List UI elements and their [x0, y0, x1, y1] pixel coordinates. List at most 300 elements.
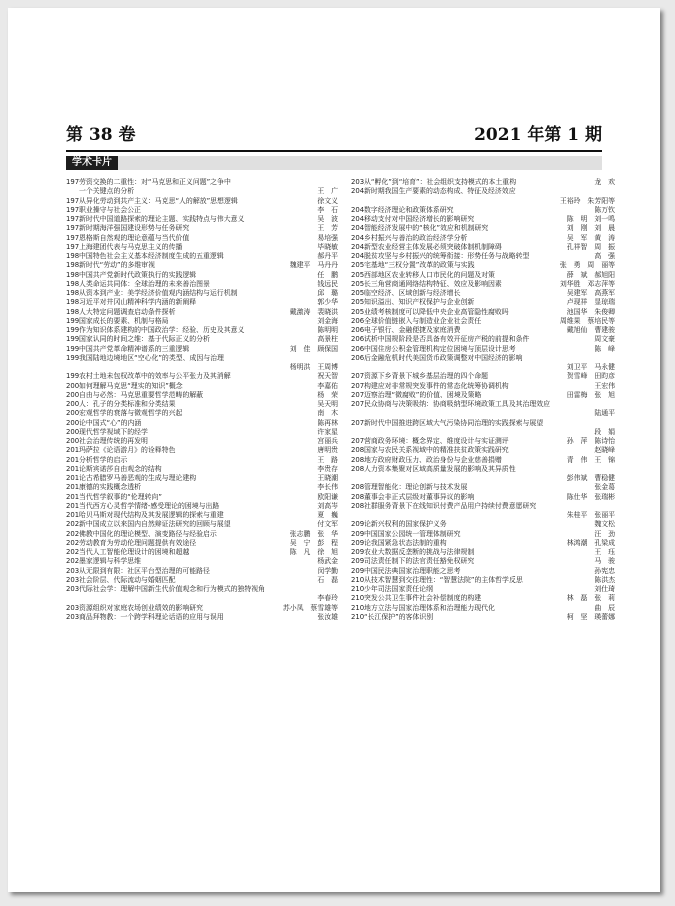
page-number: 208 — [351, 492, 365, 501]
page-number: 204 — [351, 233, 365, 242]
left-column — [66, 178, 338, 622]
article-title: 中国民法典国家治理职能之思考 — [364, 566, 461, 575]
toc-entry — [66, 576, 338, 585]
article-author: 张 勇 周 丽等 — [559, 261, 615, 270]
page-number: 207 — [351, 381, 365, 390]
page-number: 198 — [66, 252, 80, 260]
toc-entry — [351, 363, 615, 372]
article-author: 王 芳 — [317, 224, 338, 233]
page-number: 200 — [66, 427, 80, 436]
page-number: 200 — [66, 409, 80, 418]
article-title: 商品拜物教：一个跨学科理论话语的应用与误用 — [79, 612, 224, 621]
page-number: 204 — [351, 224, 365, 233]
page-number: 200 — [66, 437, 80, 445]
toc-entry — [351, 206, 615, 215]
article-title: 新时期我国生产要素的动态构成、特征及经济效应 — [364, 187, 516, 196]
article-title: 人：孔子的分类标准和分类结果 — [79, 400, 176, 408]
page-number: 210 — [351, 585, 365, 593]
page-number: 203 — [66, 603, 80, 612]
article-author: 李嘉佑 — [317, 381, 338, 390]
article-title: 代际社会学：理解中国新生代价值观念和行为模式的独特视角 — [79, 585, 266, 593]
toc-entry — [351, 465, 615, 474]
toc-entry — [351, 409, 615, 418]
page-number: 202 — [66, 548, 80, 556]
toc-entry — [66, 308, 338, 317]
article-author: 陈 凡 徐 旭 — [289, 548, 338, 556]
article-title: 玛萨拉《论语游月》的诠释特色 — [79, 446, 176, 455]
page-number: 200 — [66, 390, 80, 399]
article-author: 王 珏 — [594, 548, 615, 556]
article-author: 钱远民 — [317, 279, 338, 288]
page-number: 202 — [66, 520, 80, 529]
article-title: 智能经济发展中的“核化”效应和机制研究 — [364, 224, 489, 233]
article-author: 石 磊 — [317, 575, 338, 584]
page-number: 203 — [66, 575, 80, 584]
article-author: 张金葛 — [594, 483, 615, 492]
page-number: 208 — [351, 501, 365, 510]
toc-entry — [66, 224, 338, 233]
header-rule — [66, 150, 602, 152]
page-number: 200 — [66, 400, 80, 408]
article-title: 哈贝马斯对现代结构及其发展逻辑的探索与重建 — [79, 511, 224, 519]
article-title: 新时代“劳动”的多维审视 — [79, 261, 156, 270]
article-author: 夏 巍 — [317, 511, 338, 519]
toc-entry — [351, 326, 615, 335]
article-author: 陈洪杰 — [594, 575, 615, 584]
article-title: 中国国家公园统一管理体制研究 — [364, 529, 461, 538]
page-number: 204 — [351, 215, 365, 223]
article-author: 陈再林 — [317, 418, 338, 427]
page-number: 210 — [351, 575, 365, 584]
toc-entry — [351, 539, 615, 548]
article-title: 中国共产党新时代政策执行的实践逻辑 — [79, 270, 197, 279]
article-title: 地方政府财政压力、政治身份与企业慈善捐赠 — [364, 455, 502, 464]
article-title: 从无限到有限：社区平台型治理的可能路径 — [79, 566, 210, 575]
article-author: 林鸿潮 孔梁成 — [566, 538, 615, 547]
page-number: 201 — [66, 446, 80, 455]
article-title: 业绩考核制度可以降低中央企业高管隐性腐败吗 — [364, 307, 509, 316]
toc-entry — [351, 382, 615, 391]
page-number: 201 — [66, 511, 80, 519]
article-title: 论中国式“心”的内涵 — [79, 418, 142, 427]
page-number: 208 — [351, 464, 365, 473]
article-author: 杨 荣 — [317, 390, 338, 399]
article-author: 曲 辰 — [594, 603, 615, 612]
page-number: 198 — [66, 298, 80, 307]
article-title: 知识溢出、知识产权保护与企业创新 — [364, 298, 475, 307]
toc-entry — [66, 289, 338, 298]
page-number: 201 — [66, 483, 80, 492]
toc-entry — [66, 243, 338, 252]
toc-entry — [66, 474, 338, 483]
article-title: 长三角营商通网络结构特征、效应及影响因素 — [364, 279, 502, 288]
page-number: 205 — [351, 298, 365, 307]
article-author: 李 石 — [317, 205, 338, 214]
toc-entry — [351, 428, 615, 437]
article-author: 祝天智 — [317, 372, 338, 381]
article-title: 中国住房公积金管理机构定位困境与顶层设计思考 — [364, 344, 516, 353]
toc-entry — [66, 567, 338, 576]
article-title: 宅基地“三权分置”改革的政策与实践 — [364, 261, 475, 270]
article-title: 人大特定问题调查启动条件探析 — [79, 307, 176, 316]
toc-entry — [66, 280, 338, 289]
toc-entry — [66, 613, 338, 622]
article-author: 汪 劲 — [594, 529, 615, 538]
page-number: 205 — [351, 307, 365, 316]
article-title: 新时期海洋强国建设形势与任务研究 — [79, 224, 190, 233]
toc-entry — [66, 502, 338, 511]
article-author: 周文豪 — [594, 335, 615, 344]
article-author: 吴 宁 彭 程 — [289, 538, 338, 547]
page-number: 208 — [351, 455, 365, 464]
article-author: 段 娟 — [594, 427, 615, 436]
page-number: 198 — [66, 270, 80, 279]
page-number: 209 — [351, 538, 365, 547]
toc-entry — [66, 271, 338, 280]
article-author: 田雷梅 张 旭 — [566, 390, 615, 399]
toc-entry — [66, 197, 338, 206]
article-author: 宫丽兵 — [317, 437, 338, 445]
page-number: 208 — [351, 483, 365, 492]
page-number: 198 — [66, 279, 80, 288]
article-author: 许家星 — [317, 427, 338, 436]
article-author: 陈万钦 — [594, 205, 615, 214]
toc-entry — [66, 437, 338, 446]
page-number: 208 — [351, 446, 365, 455]
article-title: 分析哲学的启示 — [79, 455, 128, 464]
toc-entry — [351, 585, 615, 594]
page-number: 204 — [351, 205, 365, 214]
article-title: 上海建团代表与马克思主义的传播 — [79, 242, 183, 251]
article-title: 论新兴权利的国家保护义务 — [364, 520, 447, 529]
article-title: 从异化劳动到共产主义：马克思“人的解放”思想逻辑 — [79, 196, 238, 205]
article-title: 新型农业经营主体发展必须突破体制机制障碍 — [364, 242, 502, 251]
page-number: 197 — [66, 178, 80, 186]
toc-entry — [351, 280, 615, 289]
page-number: 210 — [351, 612, 365, 621]
toc-entry — [66, 363, 338, 372]
article-author: 朱桂平 张丽平 — [566, 511, 615, 519]
toc-entry — [351, 197, 615, 206]
toc-entry — [351, 271, 615, 280]
toc-entry — [66, 317, 338, 326]
journal-page — [8, 8, 660, 892]
toc-entry — [66, 539, 338, 548]
article-title: 一个关键点的分析 — [79, 187, 135, 196]
page-number: 201 — [66, 501, 80, 510]
toc-entry — [351, 391, 615, 400]
page-number: 197 — [66, 205, 80, 214]
section-bar — [66, 156, 602, 170]
toc-entry — [66, 298, 338, 307]
toc-entry — [66, 234, 338, 243]
page-number: 209 — [351, 557, 365, 566]
article-author: 孙 萍 陈诗怡 — [566, 437, 615, 445]
page-number: 198 — [66, 307, 80, 316]
article-title: 司法责任制下的法官责任豁免权研究 — [364, 557, 475, 566]
article-author: 刘卫平 马永健 — [566, 363, 615, 371]
article-title: 社会治理传统的再发明 — [79, 437, 148, 445]
article-author: 郭少华 — [317, 298, 338, 307]
toc-entry — [351, 252, 615, 261]
page-number: 202 — [66, 538, 80, 547]
toc-entry — [66, 206, 338, 215]
article-author: 孙宪忠 — [594, 566, 615, 575]
page-number: 200 — [66, 418, 80, 427]
page-number: 203 — [66, 585, 80, 593]
article-author: 张汝雄 — [317, 612, 338, 621]
toc-entry — [66, 520, 338, 529]
article-title: 论斯宾诺莎自由观念的结构 — [79, 464, 162, 473]
toc-entry — [351, 419, 615, 428]
toc-entry — [351, 567, 615, 576]
toc-entry — [351, 345, 615, 354]
page-number: 203 — [351, 178, 365, 186]
page-number: 204 — [351, 187, 365, 196]
article-author: 陈 明 刘一鸣 — [566, 215, 615, 223]
article-title: 突发公共卫生事件社会补偿制度的构建 — [364, 594, 482, 603]
article-author: 郝丹平 — [317, 252, 338, 260]
toc-entry — [66, 456, 338, 465]
article-title: 迈察治理“微腐败”的价值、困境及策略 — [364, 390, 482, 399]
toc-entry — [66, 446, 338, 455]
toc-entry — [351, 456, 615, 465]
page-number: 205 — [351, 279, 365, 288]
page-number: 199 — [66, 372, 80, 381]
article-author: 付文军 — [317, 520, 338, 529]
toc-entry — [351, 511, 615, 520]
toc-entry — [66, 493, 338, 502]
article-author: 王 路 — [317, 455, 338, 464]
issue-label: 2021 年第 1 期 — [474, 125, 602, 145]
toc-entry — [66, 419, 338, 428]
article-title: 当代人工智能伦理设计的困境和超越 — [79, 548, 190, 556]
article-author: 魏文松 — [594, 520, 615, 529]
page-number: 205 — [351, 289, 365, 297]
toc-entry — [351, 493, 615, 502]
toc-entry — [351, 502, 615, 511]
article-author: 高 强 — [594, 252, 615, 260]
article-author: 南 木 — [317, 409, 338, 418]
article-title: 构建应对非常规突发事件的常态化统筹协调机构 — [364, 381, 509, 390]
article-title: 董事会非正式层级对董事异议的影响 — [364, 492, 475, 501]
article-author: 王晓潮 — [317, 474, 338, 482]
page-number: 202 — [66, 557, 80, 566]
article-title: 新时代中国推进跨区域大气污染协同治理的实践探索与展望 — [364, 418, 544, 427]
page-number: 206 — [351, 335, 365, 344]
article-author: 杨明洪 王周博 — [289, 363, 338, 371]
toc-entry — [66, 465, 338, 474]
toc-entry — [66, 252, 338, 261]
article-author: 李贵存 — [317, 464, 338, 473]
article-title: 从资本到产业：美学经济价值观内涵结构与运行机制 — [79, 289, 238, 297]
toc-entry — [66, 372, 338, 381]
toc-entry — [66, 594, 338, 603]
toc-entry — [351, 613, 615, 622]
page-number: 210 — [351, 603, 365, 612]
page-number: 210 — [351, 594, 365, 603]
article-title: 社会阶层、代际流动与婚姻匹配 — [79, 575, 176, 584]
page-number: 199 — [66, 344, 80, 353]
page-number: 207 — [351, 390, 365, 399]
article-title: 农村土地未包权改革中的效率与公平张力及其消解 — [79, 372, 231, 381]
article-author: 陈仕华 张瑞彬 — [566, 492, 615, 501]
article-title: 现代哲学视域下的经学 — [79, 427, 148, 436]
toc-entry — [66, 428, 338, 437]
toc-entry — [66, 409, 338, 418]
page-number: 206 — [351, 344, 365, 353]
toc-entry — [66, 215, 338, 224]
article-author: 刘 佳 顾保国 — [289, 344, 338, 353]
article-title: 国家与农民关系视域中的精准扶贫政策实践研究 — [364, 446, 509, 455]
page-number: 199 — [66, 353, 80, 362]
page-number: 201 — [66, 464, 80, 473]
article-author: 吴天明 — [317, 400, 338, 408]
article-title: 习近平对井冈山精神科学内涵的新阐释 — [79, 298, 197, 307]
article-author: 徐文义 — [317, 196, 338, 205]
page-number: 198 — [66, 261, 80, 270]
article-author: 陈明明 — [317, 326, 338, 334]
toc-entry — [66, 548, 338, 557]
article-title: 国家成长的要素、机制与格局 — [79, 316, 169, 325]
article-author: 刘仕琦 — [594, 585, 615, 593]
article-author: 刘高岑 — [317, 501, 338, 510]
article-author: 欧阳谦 — [317, 492, 338, 501]
article-author: 刘金海 — [317, 316, 338, 325]
article-title: 劳资交换的二重性：对“马克思和正义问题”之争中 — [79, 178, 231, 186]
article-author: 青 伟 王 锦 — [566, 455, 615, 464]
article-author: 王宏伟 — [594, 381, 615, 390]
page-number: 202 — [66, 529, 80, 538]
page-number: 200 — [66, 381, 80, 390]
article-title: 全球价值链嵌入与制造业企业社会责任 — [364, 316, 482, 325]
article-title: 我国陆地边境地区“空心化”的类型、成因与治理 — [79, 353, 224, 362]
page-number: 197 — [66, 196, 80, 205]
article-title: 国家认同的时间之维：基于代际正义的分析 — [79, 335, 210, 344]
article-title: 中国共产党革命精神谱系的三重逻辑 — [79, 344, 190, 353]
article-title: 临空经济、区域创新与经济增长 — [364, 289, 461, 297]
page-number: 207 — [351, 418, 365, 427]
article-title: 康德的实践概念透析 — [79, 483, 142, 492]
toc-entry — [66, 261, 338, 270]
toc-entry — [351, 594, 615, 603]
page-number: 207 — [351, 400, 365, 408]
article-author: 唐明贵 — [317, 446, 338, 455]
toc-entry — [351, 317, 615, 326]
toc-entry — [351, 400, 615, 409]
article-title: 宏观哲学的衰落与微观哲学的兴起 — [79, 409, 183, 418]
page-number: 199 — [66, 326, 80, 334]
article-author: 刘 刚 刘 晨 — [566, 224, 615, 233]
article-title: 如何理解马克思“理实的知识”概念 — [79, 381, 183, 390]
page-number: 203 — [66, 566, 80, 575]
article-author: 彭伟斌 曹稳健 — [566, 474, 615, 482]
article-author: 龙 欢 — [594, 178, 615, 186]
article-author: 贺雪峰 田昀彦 — [566, 372, 615, 381]
toc-entry — [351, 298, 615, 307]
page-number: 197 — [66, 215, 80, 223]
toc-entry — [351, 289, 615, 298]
article-author: 毕晓敏 — [317, 242, 338, 251]
article-author: 魏建平 马丹丹 — [289, 261, 338, 270]
article-title: 农业大数据反垄断的挑战与法律规制 — [364, 548, 475, 556]
toc-entry — [351, 308, 615, 317]
right-column — [351, 178, 615, 622]
article-author: 吴建军 高燕军 — [566, 289, 615, 297]
page-number: 206 — [351, 316, 365, 325]
page-number: 207 — [351, 372, 365, 381]
toc-entry — [351, 446, 615, 455]
toc-entry — [66, 400, 338, 409]
article-author: 邱 璐 — [317, 289, 338, 297]
article-author: 张志鹏 张 华 — [289, 529, 338, 538]
toc-entry — [66, 382, 338, 391]
article-title: 自由与必然：马克思重要哲学范畴的解蔽 — [79, 390, 204, 399]
page-number: 204 — [351, 242, 365, 251]
page-header — [66, 120, 602, 150]
article-author: 易培强 — [317, 233, 338, 242]
article-author: 柯 坚 瑛蕾娜 — [566, 612, 615, 621]
toc-entry — [351, 234, 615, 243]
article-author: 周维果 蔡培民等 — [559, 316, 615, 325]
article-title: 资源组织对家庭农场创业绩效的影响研究 — [79, 603, 204, 612]
toc-entry — [351, 335, 615, 344]
toc-entry — [351, 354, 615, 363]
article-title: 地方立法与国家治理体系和治理能力现代化 — [364, 603, 495, 612]
toc-entry — [351, 178, 615, 187]
article-author: 王 广 — [317, 187, 338, 196]
article-title: 当代西方心灵哲学情绪-感受理论的困境与出路 — [79, 501, 220, 510]
volume-label: 第 38 卷 — [66, 125, 136, 145]
article-title: 墨家逻辑与科学思维 — [79, 557, 142, 566]
page-number: 197 — [66, 224, 80, 233]
toc-entry — [66, 391, 338, 400]
toc-entry — [351, 187, 615, 196]
toc-entry — [351, 474, 615, 483]
article-title: 人类命运共同体：全球治理的未来善治图景 — [79, 279, 210, 288]
article-author: 戴激涛 裴晓洪 — [289, 307, 338, 316]
toc-entry — [66, 178, 338, 187]
article-title: 数字经济理论和政策体系研究 — [364, 205, 454, 214]
article-title: 劳动教育为劳动伦理问题提供有效途径 — [79, 538, 197, 547]
article-author: 吴 波 — [317, 215, 338, 223]
page-number: 199 — [66, 335, 80, 344]
article-author: 任 鹏 — [317, 270, 338, 279]
article-title: 论我国紧急状态法制的重构 — [364, 538, 447, 547]
article-author: 戴旭仙 曹建骏 — [566, 326, 615, 334]
toc-entry — [66, 530, 338, 539]
page-number: 206 — [351, 326, 365, 334]
page-number: 201 — [66, 474, 80, 482]
page-number: 207 — [351, 437, 365, 445]
page-number: 197 — [66, 242, 80, 251]
toc-entry — [351, 224, 615, 233]
toc-entry — [351, 548, 615, 557]
section-tag: 学术卡片 — [66, 156, 118, 170]
toc-entry — [351, 604, 615, 613]
article-title: 移动支付对中国经济增长的影响研究 — [364, 215, 475, 223]
article-author: 陆通平 — [594, 409, 615, 418]
toc-entry — [351, 557, 615, 566]
article-title: 脱贫攻坚与乡村振兴的统筹衔接：形势任务与战略转型 — [364, 252, 530, 260]
toc-entry — [351, 261, 615, 270]
toc-entry — [351, 215, 615, 224]
article-author: 陈 峰 — [594, 344, 615, 353]
article-author: 李春玲 — [317, 594, 338, 603]
page-number: 209 — [351, 529, 365, 538]
article-title: 恩格斯自然观的理论意蕴与当代价值 — [79, 233, 190, 242]
page-number: 205 — [351, 261, 365, 270]
